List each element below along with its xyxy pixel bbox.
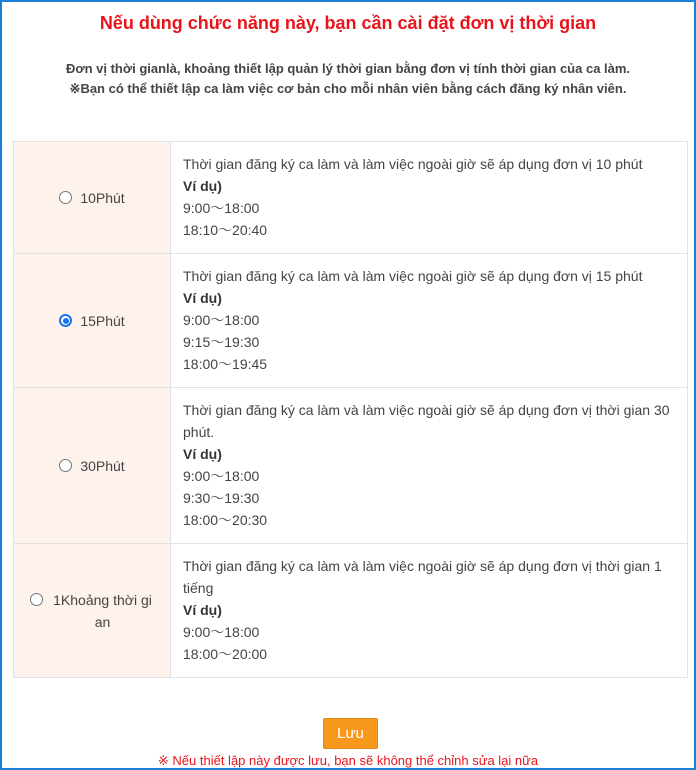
example-line: 9:00〜18:00	[183, 312, 260, 328]
option-row-15min	[14, 254, 688, 388]
radio-option-15min[interactable]	[14, 310, 170, 332]
option-description-cell	[171, 254, 688, 388]
option-row-10min	[14, 142, 688, 254]
time-unit-table	[13, 141, 688, 678]
example-line: 9:30〜19:30	[183, 490, 260, 506]
option-label: 15Phút	[80, 312, 125, 329]
radio-option-10min[interactable]	[14, 187, 170, 209]
radio-button-10min[interactable]	[59, 191, 72, 204]
option-label: 1Khoảng thời gian	[53, 591, 152, 630]
option-description: Thời gian đăng ký ca làm và làm việc ngoài giờ sẽ áp dụng đơn vị thời gian 30 phút.	[183, 402, 670, 440]
save-button[interactable]: Lưu	[323, 718, 378, 749]
option-cell[interactable]	[14, 142, 171, 254]
example-label: Ví dụ)	[183, 446, 222, 462]
option-label: 30Phút	[80, 457, 125, 474]
description-line-1: Đơn vị thời gianlà, khoảng thiết lập quản lý thời gian bằng đơn vị tính thời gian của ca làm.	[65, 61, 631, 76]
option-description-cell	[171, 388, 688, 544]
option-description: Thời gian đăng ký ca làm và làm việc ngoài giờ sẽ áp dụng đơn vị 10 phút	[183, 156, 643, 172]
save-warning-note: ※ Nếu thiết lập này được lưu, bạn sẽ không thể chỉnh sửa lại nữa	[157, 753, 539, 768]
example-line: 18:10〜20:40	[183, 222, 268, 238]
option-row-1hour	[14, 544, 688, 678]
option-label: 10Phút	[80, 189, 125, 206]
example-label: Ví dụ)	[183, 290, 222, 306]
example-line: 18:00〜19:45	[183, 356, 268, 372]
option-description: Thời gian đăng ký ca làm và làm việc ngoài giờ sẽ áp dụng đơn vị thời gian 1 tiếng	[183, 558, 662, 596]
option-cell[interactable]	[14, 254, 171, 388]
option-description-cell	[171, 544, 688, 678]
example-line: 9:00〜18:00	[183, 200, 260, 216]
radio-option-1hour[interactable]	[14, 589, 170, 633]
option-cell[interactable]	[14, 388, 171, 544]
page-title: Nếu dùng chức năng này, bạn cần cài đặt đơn vị thời gian	[99, 13, 597, 33]
description	[2, 59, 694, 99]
example-line: 9:15〜19:30	[183, 334, 260, 350]
example-line: 9:00〜18:00	[183, 624, 260, 640]
option-row-30min	[14, 388, 688, 544]
example-line: 18:00〜20:30	[183, 512, 268, 528]
radio-button-30min[interactable]	[59, 459, 72, 472]
option-description-cell	[171, 142, 688, 254]
radio-button-15min[interactable]	[59, 314, 72, 327]
radio-button-1hour[interactable]	[30, 593, 43, 606]
example-label: Ví dụ)	[183, 178, 222, 194]
example-line: 18:00〜20:00	[183, 646, 268, 662]
option-cell[interactable]	[14, 544, 171, 678]
description-line-2: ※Bạn có thể thiết lập ca làm việc cơ bản cho mỗi nhân viên bằng cách đăng ký nhân viên.	[69, 81, 627, 96]
example-line: 9:00〜18:00	[183, 468, 260, 484]
radio-option-30min[interactable]	[14, 455, 170, 477]
option-description: Thời gian đăng ký ca làm và làm việc ngoài giờ sẽ áp dụng đơn vị 15 phút	[183, 268, 643, 284]
example-label: Ví dụ)	[183, 602, 222, 618]
